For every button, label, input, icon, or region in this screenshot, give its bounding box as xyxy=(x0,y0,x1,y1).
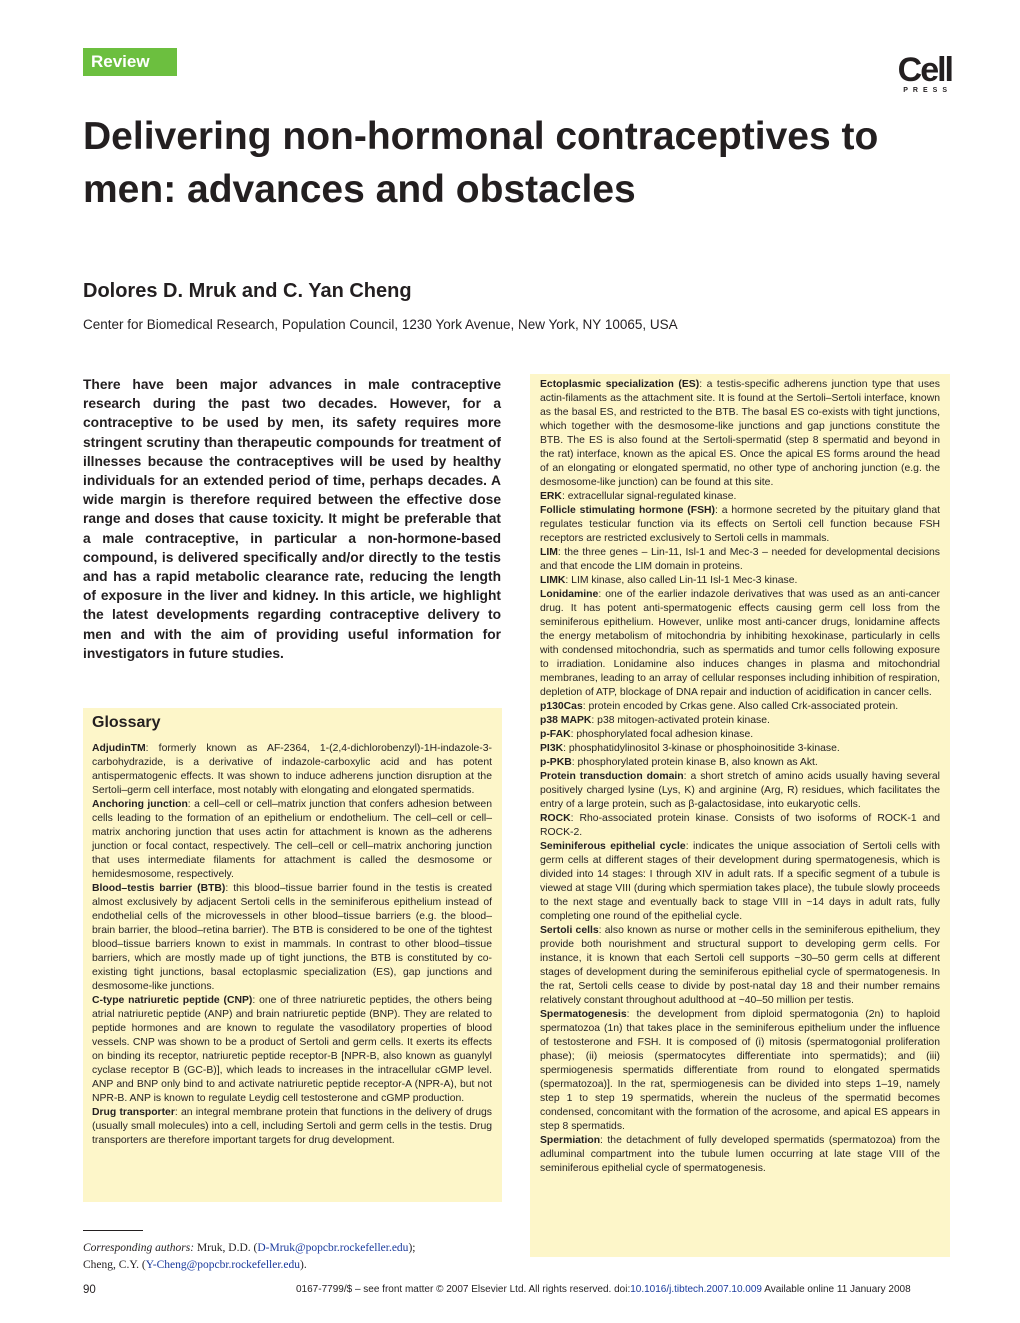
footer-copyright: 0167-7799/$ – see front matter © 2007 Elsevier Ltd. All rights reserved. doi: xyxy=(296,1284,631,1295)
doi-link[interactable]: 10.1016/j.tibtech.2007.10.009 xyxy=(630,1284,762,1295)
glossary-definition: : indicates the unique association of Sertoli cells with germ cells at different stages of their development during spermatogenesis, which is divided into 14 stages: I through XIV in adult rats. If a specific segment of a tubule is viewed at stage VIII (during which spermiation takes place), the tubule slowly proceeds to the next stage and eventually back to stage VIII in ~14 days in adult rats, fully completing one round of the epithelial cycle. xyxy=(540,841,940,922)
glossary-definition: : phosphatidylinositol 3-kinase or phosphoinositide 3-kinase. xyxy=(563,743,840,754)
author-list: Dolores D. Mruk and C. Yan Cheng xyxy=(83,280,412,302)
glossary-term: Follicle stimulating hormone (FSH) xyxy=(540,505,715,516)
abstract: There have been major advances in male contraceptive research during the past two decades. However, for a contraceptive to be used by men, its safety requires more stringent scrutiny than therapeutic compounds for treatment of illnesses because the contraceptives will be used by healthy individuals for an extended period of time, perhaps decades. A wide margin is therefore required between the effective dose range and doses that cause toxicity. It might be preferable that a male contraceptive, in particular a non-hormone-based compound, is delivered specifically and/or directly to the testis and has a rapid metabolic clearance rate, reducing the length of exposure in the liver and kidney. In this article, we highlight the latest developments regarding contraceptive delivery to men and with the aim of providing useful information for investigators in future studies. xyxy=(83,377,501,661)
glossary-definition: : formerly known as AF-2364, 1-(2,4-dichlorobenzyl)-1H-indazole-3-carbohydrazide, is a derivative of indazole-carboxylic acid and has potent antispermatogenic effects. It was shown to induce adherens junction disruption at the Sertoli–germ cell interface, most notably with elongating and elongated spermatids. xyxy=(92,743,492,796)
glossary-term: Seminiferous epithelial cycle xyxy=(540,841,686,852)
footnote-author-2: Cheng, C.Y. ( xyxy=(83,1259,146,1271)
glossary-definition: : a testis-specific adherens junction type that uses actin-filaments as the attachment site. It is found at the Sertoli–Sertoli interface, known as the basal ES, and restricted to the BTB. The basal ES co-exists with tight junctions, which together with the desmosome-like junctions and gap junctions constitute the BTB. The ES is also found at the Sertoli-spermatid (step 8 spermatid and beyond in the rat) interface, known as the apical ES. Once the apical ES forms around the head of an elongating or elongated spermatid, no other type of anchoring junction (e.g. the desmosome-like junction) can be found at this site. xyxy=(540,379,941,488)
glossary-definition: : p38 mitogen-activated protein kinase. xyxy=(591,715,770,726)
footnote-label: Corresponding authors: xyxy=(83,1242,195,1254)
page-number: 90 xyxy=(83,1284,96,1296)
glossary-entry xyxy=(540,728,940,742)
email-link-mruk[interactable]: D-Mruk@popcbr.rockefeller.edu xyxy=(257,1242,409,1254)
glossary-heading: Glossary xyxy=(92,714,161,731)
glossary-box-left xyxy=(83,708,502,1202)
glossary-term: p-PKB xyxy=(540,757,572,768)
glossary-entry xyxy=(540,770,940,812)
glossary-term: Anchoring junction xyxy=(92,799,188,810)
glossary-term: C-type natriuretic peptide (CNP) xyxy=(92,995,253,1006)
footnote-punct-1: ); xyxy=(408,1242,416,1254)
article-title: Delivering non-hormonal contraceptives to men: advances and obstacles xyxy=(83,115,879,211)
glossary-list-left xyxy=(92,742,492,1148)
glossary-definition: : LIM kinase, also called Lin-11 Isl-1 Mec-3 kinase. xyxy=(565,575,798,586)
glossary-entry xyxy=(540,1134,940,1176)
glossary-entry xyxy=(540,700,940,714)
footer-line xyxy=(296,1284,911,1295)
glossary-term: p130Cas xyxy=(540,701,583,712)
glossary-term: Spermiation xyxy=(540,1135,601,1146)
glossary-entry xyxy=(540,1008,940,1134)
footer-available: Available online 11 January 2008 xyxy=(762,1284,911,1295)
glossary-definition: : an integral membrane protein that functions in the delivery of drugs (usually small molecules) into a cell, including Sertoli and germ cells in the testis. Drug transporters are therefore important targets for drug development. xyxy=(92,1107,492,1146)
logo-sub-text: PRESS xyxy=(903,87,952,94)
glossary-entry xyxy=(540,546,940,574)
glossary-definition: : protein encoded by Crkas gene. Also called Crk-associated protein. xyxy=(582,701,899,712)
glossary-definition: : phosphorylated protein kinase B, also known as Akt. xyxy=(571,757,818,768)
glossary-term: AdjudinTM xyxy=(92,743,146,754)
glossary-term: Blood–testis barrier (BTB) xyxy=(92,883,226,894)
glossary-definition: : Rho-associated protein kinase. Consists of two isoforms of ROCK-1 and ROCK-2. xyxy=(540,813,940,838)
glossary-definition: : one of three natriuretic peptides, the others being atrial natriuretic peptide (ANP) and brain natriuretic peptide (BNP). They are related to peptide hormones and are known to regulate the vasodilatory properties of blood vessels. CNP was shown to be a product of Sertoli and germ cells. It exerts its effects on binding its receptor, natriuretic peptide receptor-B [NPR-B, also known as guanylyl cyclase receptor B (GC-B)], which leads to increases in the intracellular cGMP level. ANP and BNP only bind to and activate natriuretic peptide receptor-A (NPR-A), but not NPR-B. ANP is known to regulate Leydig cell testosterone and cGMP production. xyxy=(92,995,492,1104)
glossary-box-right xyxy=(530,374,950,1257)
corresponding-authors-footnote xyxy=(83,1240,503,1274)
glossary-term: ROCK xyxy=(540,813,571,824)
glossary-term: Protein transduction domain xyxy=(540,771,684,782)
glossary-entry xyxy=(540,588,940,700)
glossary-term: Lonidamine xyxy=(540,589,599,600)
glossary-entry xyxy=(540,574,940,588)
affiliation: Center for Biomedical Research, Population Council, 1230 York Avenue, New York, NY 10065, USA xyxy=(83,317,678,332)
glossary-term: PI3K xyxy=(540,743,564,754)
glossary-definition: : this blood–tissue barrier found in the testis is created almost exclusively by adjacent Sertoli cells in the seminiferous epithelium instead of endothelial cells of the microvessels in other blood–tissue barriers (e.g. the blood–brain barrier, the blood–retina barrier). The BTB is considered to be one of the tightest blood–tissue barriers known to exist in mammals. In contrast to other blood–tissue barriers, which are mostly made up of tight junctions, the BTB is constituted by co-existing tight junctions, basal ectoplasmic specialization (ES), gap junctions and desmosome-like junctions. xyxy=(92,883,493,992)
glossary-definition: : a short stretch of amino acids usually having several positively charged lysine (Lys, K) and arginine (Arg, R) residues, which facilitates the entry of a large protein, such as β-galactosidase, into eukaryotic cells. xyxy=(540,771,940,810)
glossary-term: Sertoli cells xyxy=(540,925,599,936)
glossary-entry xyxy=(540,742,940,756)
glossary-entry xyxy=(540,378,940,490)
glossary-entry xyxy=(92,1106,492,1148)
glossary-definition: : the three genes – Lin-11, Isl-1 and Mec-3 – needed for developmental decisions and that encode the LIM domain in proteins. xyxy=(540,547,940,572)
glossary-entry xyxy=(540,924,940,1008)
logo-main-text: Cell xyxy=(897,51,952,89)
glossary-entry xyxy=(92,994,492,1106)
glossary-entry xyxy=(540,490,940,504)
glossary-entry xyxy=(92,742,492,798)
glossary-entry xyxy=(540,504,940,546)
glossary-term: Drug transporter xyxy=(92,1107,175,1118)
glossary-entry xyxy=(540,812,940,840)
glossary-definition: : the development from diploid spermatogonia (2n) to haploid spermatozoa (1n) that takes place in the seminiferous epithelium under the influence of testosterone and FSH. It is composed of (i) mitosis (spermatogonial proliferation phase); (ii) meiosis (spermatocytes differentiate into spermatids); and (iii) spermiogenesis spermatids differentiate from round to elongated spermatids (spermatozoa)]. In the rat, spermiogenesis can be divided into steps 1–19, namely step 1 to step 19 spermatids, wherein the nucleus of the spermatid becomes condensed, concomitant with the formation of the acrosome, and apical ES appears in step 8 spermatids. xyxy=(540,1009,940,1132)
glossary-definition: : extracellular signal-regulated kinase. xyxy=(561,491,737,502)
glossary-definition: : one of the earlier indazole derivatives that was used as an anti-cancer drug. It has potent anti-spermatogenic effects causing germ cell loss from the seminiferous epithelium. However, unlike most anti-cancer drugs, lonidamine affects the energy metabolism of mitochondria by inhibiting hexokinase, particularly in cells with condensed mitochondria, such as spermatids and tumor cells following exposure to irradiation. Lonidamine also induces changes in plasma and mitochondrial membranes, leading to an array of cellular responses including inhibition of respiration, depletion of ATP, blockage of DNA repair and induction of acidification in cancer cells. xyxy=(540,589,940,698)
glossary-entry xyxy=(92,798,492,882)
glossary-definition: : a hormone secreted by the pituitary gland that regulates testicular function via its effects on Sertoli cell function because FSH receptors are restricted exclusively to Sertoli cells in mammals. xyxy=(540,505,941,544)
glossary-list-right xyxy=(540,378,940,1176)
glossary-term: LIM xyxy=(540,547,558,558)
glossary-term: p38 MAPK xyxy=(540,715,592,726)
glossary-term: ERK xyxy=(540,491,562,502)
glossary-definition: : a cell–cell or cell–matrix junction that confers adhesion between cells leading to the formation of an epithelium or endothelium. The cell–cell or cell–matrix anchoring junction that uses actin for attachment is known as the adherens junction or focal contact, respectively. The cell–cell or cell–matrix anchoring junction that uses intermediate filaments for attachment is called the desmosome or hemidesmosome, respectively. xyxy=(92,799,492,880)
glossary-entry xyxy=(540,714,940,728)
article-type-badge: Review xyxy=(83,48,177,76)
footnote-author-1: Mruk, D.D. ( xyxy=(194,1242,258,1254)
glossary-term: LIMK xyxy=(540,575,566,586)
glossary-term: Ectoplasmic specialization (ES) xyxy=(540,379,700,390)
glossary-entry xyxy=(540,756,940,770)
glossary-entry xyxy=(540,840,940,924)
footnote-punct-2: ). xyxy=(300,1259,307,1271)
cell-press-logo xyxy=(890,51,952,94)
glossary-entry xyxy=(92,882,492,994)
glossary-definition: : also known as nurse or mother cells in the seminiferous epithelium, they provide both nourishment and structural support to developing germ cells. For instance, it is known that each Sertoli cell supports ~30–50 germ cells at different stages of development during the seminiferous epithelial cycle of spermatogenesis. In the rat, Sertoli cells cease to divide by post-natal day 18 and their number remains relatively constant throughout adulthood at ~40–50 million per testis. xyxy=(540,925,940,1006)
glossary-term: p-FAK xyxy=(540,729,571,740)
footnote-divider xyxy=(83,1230,143,1231)
email-link-cheng[interactable]: Y-Cheng@popcbr.rockefeller.edu xyxy=(145,1259,301,1271)
glossary-definition: : phosphorylated focal adhesion kinase. xyxy=(570,729,754,740)
glossary-definition: : the detachment of fully developed spermatids (spermatozoa) from the adluminal compartment into the tubule lumen occurring at late stage VIII of the seminiferous epithelial cycle of spermatogenesis. xyxy=(540,1135,940,1174)
glossary-term: Spermatogenesis xyxy=(540,1009,627,1020)
